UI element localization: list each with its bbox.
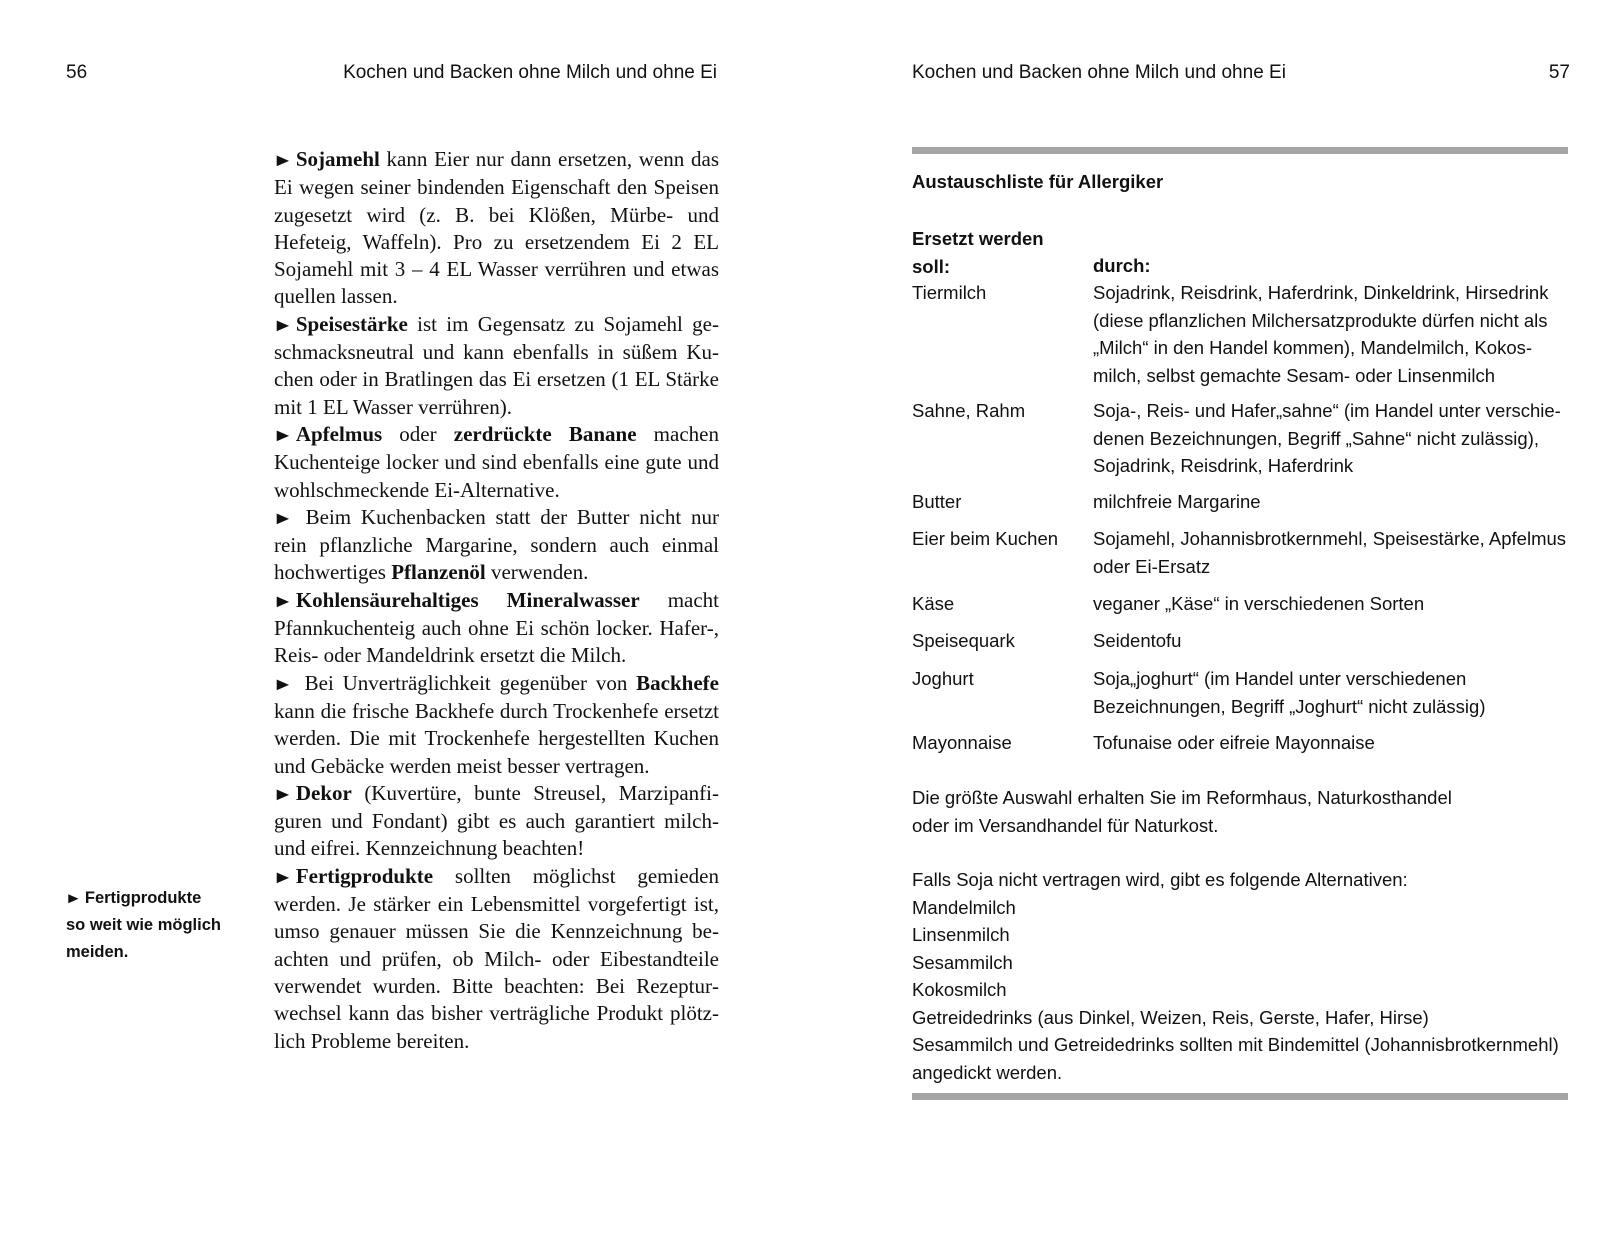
paragraph-speisestaerke: ► Speisestärke ist im Gegensatz zu Sojamehl geschmacksneutral und kann ebenfalls in süßem Kuchen oder in Bratlingen das Ei ersetzen (1 EL Stärke mit 1 EL Wasser verrühren). (272, 311, 719, 419)
triangle-bullet-icon: ► (272, 150, 294, 170)
list-item: Sesammilch (912, 951, 1013, 973)
triangle-bullet-icon: ► (272, 673, 294, 694)
table-row-desc: milchfreie Margarine (1093, 491, 1261, 512)
table-row-desc: Soja„joghurt“ (im Handel unter verschiedenen Bezeichnungen, Begriff „Joghurt“ nicht zulässig) (1093, 668, 1486, 717)
soy-alternatives: Falls Soja nicht vertragen wird, gibt es folgende Alternativen: Mandelmilch Linsenmilch Sesammilch Kokosmilch Getreidedrinks (aus Dinkel, Weizen, Reis, Gerste, Hafer, Hirse) Sesammilch und Getreidedrinks sollten mit Bindemittel (Johannisbrotkernmehl) angedickt werden. (912, 866, 1572, 1086)
column-header-replaced: Ersetzt werden soll: (912, 228, 1044, 277)
table-row-desc: Seidentofu (1093, 630, 1182, 651)
left-body-text (274, 146, 719, 1055)
left-running-title: Kochen und Backen ohne Milch und ohne Ei (343, 62, 717, 83)
table-row-term: Mayonnaise (912, 732, 1012, 753)
paragraph-mineralwasser: ► Kohlensäurehaltiges Mineralwasser macht Pfannkuchenteig auch ohne Ei schön locker. Hafer-, Reis- oder Mandeldrink ersetzt die Milch. (272, 587, 719, 668)
triangle-bullet-icon: ► (272, 590, 294, 611)
table-row-desc: Sojamehl, Johannisbrotkernmehl, Speisestärke, Apfelmus oder Ei-Ersatz (1093, 528, 1567, 577)
box-title: Austauschliste für Allergiker (912, 171, 1164, 192)
list-item: Mandelmilch (912, 896, 1016, 918)
table-row-term: Joghurt (912, 668, 974, 689)
triangle-bullet-icon: ► (64, 890, 82, 907)
paragraph-backhefe: ► Bei Unverträglichkeit gegenüber von Backhefe kann die frische Backhefe durch Trockenhefe ersetzt werden. Die mit Trockenhefe hergestellten Kuchen und Gebäcke werden meist besser vertragen. (272, 670, 719, 778)
table-row-desc: veganer „Käse“ in verschiedenen Sorten (1093, 593, 1425, 614)
table-row-desc: Soja-, Reis- und Hafer„sahne“ (im Handel unter verschie- denen Bezeichnungen, Begriff „Sahne“ nicht zulässig), Sojadrink, Reisdrink, Haferdrink (1093, 400, 1561, 476)
table-row-term: Speisequark (912, 630, 1015, 651)
list-item: Linsenmilch (912, 924, 1010, 945)
table-row-desc: Tofunaise oder eifreie Mayonnaise (1093, 732, 1375, 753)
triangle-bullet-icon: ► (272, 424, 294, 445)
paragraph-fertigprodukte: ► Fertigprodukte sollten möglichst gemieden werden. Je stärker ein Lebensmittel vorgefertigt ist, umso genauer müssen Sie die Kennzeichnung beachten und prüfen, ob Milch- oder Eibestandteile verwendet wurden. Bitte beachten: Bei Rezepturwechsel kann das bisher verträgliche Produkt plötzlich Probleme bereiten. (272, 863, 719, 1053)
column-header-replacement: durch: (1093, 255, 1151, 276)
box-top-rule (912, 147, 1568, 154)
table-row-term: Butter (912, 491, 962, 512)
list-item: Getreidedrinks (aus Dinkel, Weizen, Reis, Gerste, Hafer, Hirse) (912, 1006, 1429, 1028)
table-row-term: Eier beim Kuchen (912, 528, 1059, 549)
table-row-desc: Sojadrink, Reisdrink, Haferdrink, Dinkeldrink, Hirsedrink (diese pflanzlichen Milchersatzprodukte dürfen nicht als „Milch“ in den Handel kommen), Mandelmilch, Kokos- milch, selbst gemachte Sesam- oder Linsenmilch (1093, 282, 1549, 386)
right-running-title: Kochen und Backen ohne Milch und ohne Ei (912, 62, 1286, 83)
shopping-note: Die größte Auswahl erhalten Sie im Reformhaus, Naturkosthandel oder im Versandhandel für Naturkost. (912, 787, 1452, 836)
triangle-bullet-icon: ► (272, 314, 294, 335)
left-page-number: 56 (66, 62, 88, 83)
box-bottom-rule (912, 1093, 1568, 1100)
table-row-term: Käse (912, 593, 955, 614)
margin-note: ► Fertigprodukte so weit wie möglich meiden. (66, 885, 256, 966)
paragraph-apfelmus: ► Apfelmus oder zerdrückte Banane machen Kuchenteige locker und sind ebenfalls eine gute und wohlschmeckende Ei-Alternative. (272, 421, 719, 502)
triangle-bullet-icon: ► (272, 783, 294, 804)
table-row-term: Sahne, Rahm (912, 400, 1026, 421)
table-row-term: Tiermilch (912, 282, 987, 303)
triangle-bullet-icon: ► (272, 866, 294, 887)
right-page-number: 57 (1548, 62, 1570, 83)
paragraph-dekor: ► Dekor (Kuvertüre, bunte Streusel, Marzipanfiguren und Fondant) gibt es auch garantiert milch- und eifrei. Kennzeichnung beachten! (272, 780, 719, 861)
paragraph-pflanzenoel: ► Beim Kuchenbacken statt der Butter nicht nur rein pflanzliche Margarine, sondern auch einmal hochwertiges Pflanzenöl verwenden. (272, 504, 719, 585)
list-item: Kokosmilch (912, 979, 1007, 1000)
paragraph-sojamehl: ► Sojamehl kann Eier nur dann ersetzen, wenn das Ei wegen seiner bindenden Eigenschaft den Speisen zugesetzt wird (z. B. bei Klößen, Mürbe- und Hefeteig, Waffeln). Pro zu ersetzendem Ei 2 EL Sojamehl mit 3 – 4 EL Wasser verrühren und etwas quellen lassen. (272, 147, 719, 309)
triangle-bullet-icon: ► (272, 507, 294, 528)
